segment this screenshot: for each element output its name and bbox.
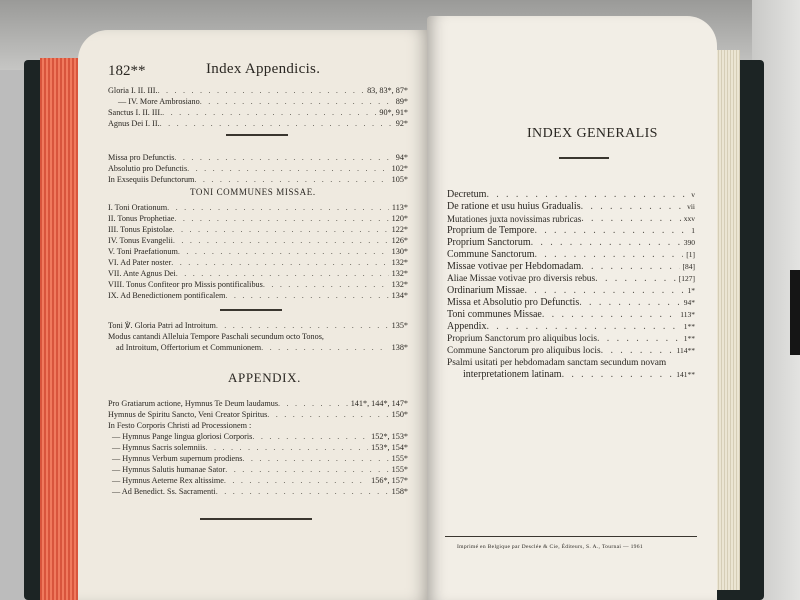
index-entry: Proprium Sanctorum pro aliquibus locis . . . 1** [447, 333, 695, 345]
page-number: 182** [108, 63, 146, 79]
index-entry: Agnus Dei I. II. . . . 92* [108, 118, 408, 129]
index-entry: Missa et Absolutio pro Defunctis . . . 94* [447, 297, 695, 309]
index-entry: Proprium de Tempore . . . 1 [447, 225, 695, 237]
index-entry: Pro Gratiarum actione, Hymnus Te Deum laudamus . . . 141*, 144*, 147* [108, 398, 408, 409]
index-entry: II. Tonus Prophetiae . . . 120* [108, 213, 408, 224]
index-entry: Mutationes juxta novissimas rubricas . . . xxv [447, 213, 695, 225]
index-entry: — Hymnus Aeterne Rex altissime . . . 156*, 157* [108, 475, 408, 486]
divider-rule [559, 157, 609, 159]
index-entry: VIII. Tonus Confiteor pro Missis pontificalibus . . . 132* [108, 279, 408, 290]
index-entry: interpretationem latinam . . . 141** [463, 369, 695, 381]
index-entry: — Hymnus Salutis humanae Sator . . . 155* [108, 464, 408, 475]
index-entry: V. Toni Praefationum . . . 130* [108, 246, 408, 257]
index-entry: Missae votivae per Hebdomadam . . . [84] [447, 261, 695, 273]
index-entry-line: In Festo Corporis Christi ad Processionem : [108, 421, 252, 430]
index-entry: VI. Ad Pater noster . . . 132* [108, 257, 408, 268]
index-entry: III. Tonus Epistolae . . . 122* [108, 224, 408, 235]
divider-rule [220, 309, 282, 311]
index-entry: Proprium Sanctorum . . . 390 [447, 237, 695, 249]
index-title: INDEX GENERALIS [527, 126, 658, 141]
index-entry: In Exsequiis Defunctorum . . . 105* [108, 174, 408, 185]
index-entry-line: Psalmi usitati per hebdomadam sanctam secundum novam [447, 358, 667, 368]
index-entry-line: Modus cantandi Alleluia Tempore Paschali secundum octo Tonos, [108, 332, 324, 341]
right-page [427, 16, 717, 600]
index-entry: Aliae Missae votivae pro diversis rebus . . . [127] [447, 273, 695, 285]
index-entry: — IV. More Ambrosiano . . . 89* [108, 96, 408, 107]
index-entry: — Ad Benedict. Ss. Sacramenti . . . 158* [108, 486, 408, 497]
index-entry: Absolutio pro Defunctis . . . 102* [108, 163, 408, 174]
index-entry: ad Introitum, Offertorium et Communionem . . . 138* [116, 342, 408, 353]
index-entry: IX. Ad Benedictionem pontificalem . . . 134* [108, 290, 408, 301]
appendix-heading: APPENDIX. [228, 370, 301, 385]
divider-rule [200, 518, 312, 520]
index-entry: Commune Sanctorum pro aliquibus locis . . . 114** [447, 345, 695, 357]
index-entry: De ratione et usu huius Gradualis . . . vii [447, 201, 695, 213]
index-entry: Decretum . . . v [447, 189, 695, 201]
index-entry: — Hymnus Pange lingua gloriosi Corporis . . . 152*, 153* [108, 431, 408, 442]
index-entry: Missa pro Defunctis . . . 94* [108, 152, 408, 163]
index-entry: IV. Tonus Evangelii . . . 126* [108, 235, 408, 246]
index-entry: VII. Ante Agnus Dei . . . 132* [108, 268, 408, 279]
running-head: Index Appendicis. [206, 61, 321, 77]
index-entry: Appendix . . . 1** [447, 321, 695, 333]
section-heading-toni: TONI COMMUNES MISSAE. [190, 187, 316, 197]
left-page [78, 30, 432, 600]
index-entry: Toni communes Missae . . . 113* [447, 309, 695, 321]
footer-rule [445, 536, 697, 537]
index-entry: Sanctus I. II. III. . . . 90*, 91* [108, 107, 408, 118]
index-entry: Gloria I. II. III. . . . 83, 83*, 87* [108, 85, 408, 96]
index-entry: I. Toni Orationum . . . 113* [108, 202, 408, 213]
divider-rule [226, 134, 288, 136]
index-entry: — Hymnus Verbum supernum prodiens . . . 155* [108, 453, 408, 464]
index-entry: Hymnus de Spiritu Sancto, Veni Creator Spiritus . . . 150* [108, 409, 408, 420]
background-object [790, 270, 800, 355]
index-entry: Commune Sanctorum . . . [1] [447, 249, 695, 261]
index-entry: Ordinarium Missae . . . 1* [447, 285, 695, 297]
index-entry: Toni ℣. Gloria Patri ad Introitum . . . 135* [108, 320, 408, 331]
index-entry: — Hymnus Sacris solemniis . . . 153*, 154* [108, 442, 408, 453]
imprint-line: Imprimé en Belgique par Desclée & Cie, Éditeurs, S. A., Tournai — 1961 [457, 544, 643, 550]
